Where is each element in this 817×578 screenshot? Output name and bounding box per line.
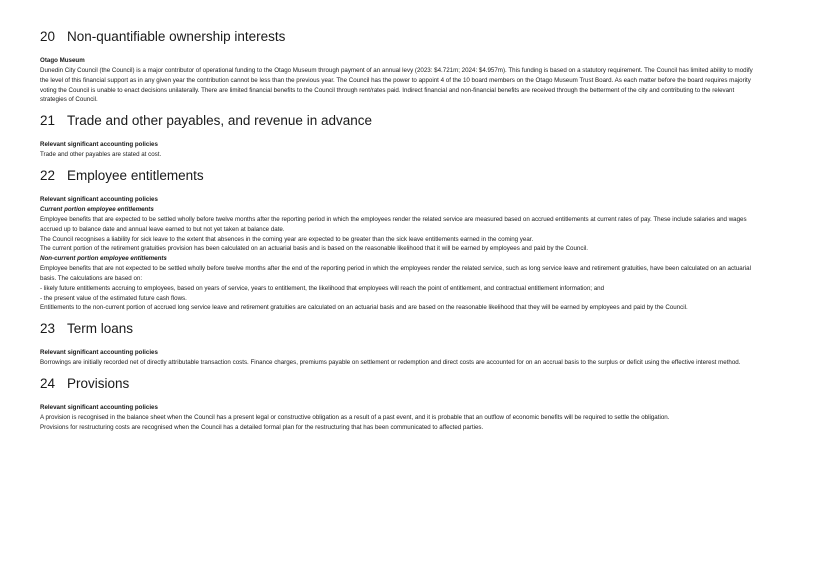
paragraph: A provision is recognised in the balance sheet when the Council has a present legal or constructive obligation as a result of a past event, and it is probable that an outflow of economic benefits will be required to settle the obligation.	[40, 413, 670, 421]
section-number: 24	[40, 375, 56, 391]
paragraph: Trade and other payables are stated at cost.	[40, 151, 162, 159]
paragraph: Entitlements to the non-current portion of accrued long service leave and retirement gratuities are calculated on an actuarial basis and are based on the reasonable likelihood that they will be earned by employees and paid by the Council.	[40, 304, 688, 312]
subheading-italic: Current portion employee entitlements	[40, 205, 154, 213]
list-item: - likely future entitlements accruing to employees, based on years of service, years to entitlement, the likelihood that employees will reach the point of entitlement, and contractual entitlement information; and	[40, 284, 605, 292]
subheading: Otago Museum	[40, 57, 85, 64]
paragraph: Dunedin City Council (the Council) is a major contributor of operational funding to the Otago Museum through payment of an annual levy (2023: $4.721m; 2024: $4.957m). This funding is based on a statutory requirement. The Council has limited ability to modify the level of this financial support as in any given year the contribution cannot be less than the previous year. The Council has the power to appoint 4 of the 10 board members on the Otago Museum Trust Board. As each matter before the board requires majority voting the Council is unable to enact decisions unilaterally. There are limited financial benefits to the Council through rent/rates paid. Indirect financial and non-financial benefits are received through the betterment of the city and contributing to the relevant strategies of Council.	[40, 67, 753, 104]
subheading: Relevant significant accounting policies	[40, 141, 158, 149]
section-23	[40, 320, 758, 368]
document-page	[40, 28, 758, 433]
paragraph: Borrowings are initially recorded net of directly attributable transaction costs. Finance charges, premiums payable on settlement or redemption and direct costs are accounted for on an accrual basis to the surplus or deficit using the effective interest method.	[40, 359, 741, 367]
section-title: Employee entitlements	[67, 167, 204, 183]
section-title: Provisions	[67, 375, 130, 391]
section-22	[40, 167, 758, 313]
paragraph: The Council recognises a liability for sick leave to the extent that absences in the coming year are expected to be greater than the sick leave entitlements earned in the coming year.	[40, 235, 534, 243]
section-heading	[40, 28, 758, 46]
subheading: Relevant significant accounting policies	[40, 403, 158, 411]
section-heading	[40, 375, 758, 393]
paragraph: Employee benefits that are not expected to be settled wholly before twelve months after the end of the reporting period in which the employees render the related service, such as long service leave and retirement gratuities, have been calculated on an actuarial basis. The calculations are based on:	[40, 265, 751, 282]
section-number: 22	[40, 167, 56, 183]
section-heading	[40, 320, 758, 338]
section-heading	[40, 112, 758, 130]
list-item: - the present value of the estimated future cash flows.	[40, 294, 187, 302]
section-title: Trade and other payables, and revenue in advance	[67, 113, 372, 129]
section-number: 23	[40, 321, 56, 337]
subheading: Relevant significant accounting policies	[40, 349, 158, 357]
section-20	[40, 28, 758, 105]
subheading-italic: Non-current portion employee entitlements	[40, 255, 167, 263]
paragraph: Employee benefits that are expected to be settled wholly before twelve months after the reporting period in which the employees render the related service are measured based on accrued entitlements at current rates of pay. These include salaries and wages accrued up to balance date and annual leave earned to but not yet taken at balance date.	[40, 215, 747, 233]
subheading: Relevant significant accounting policies	[40, 195, 158, 203]
section-21	[40, 112, 758, 160]
paragraph: The current portion of the retirement gratuities provision has been calculated on an actuarial basis and is based on the reasonable likelihood that it will be earned by employees and paid by the Council.	[40, 245, 588, 253]
section-number: 21	[40, 113, 56, 129]
section-number: 20	[40, 29, 56, 44]
paragraph: Provisions for restructuring costs are recognised when the Council has a detailed formal plan for the restructuring that has been communicated to affected parties.	[40, 423, 484, 431]
section-title: Term loans	[67, 321, 134, 337]
section-24	[40, 375, 758, 433]
section-heading	[40, 167, 758, 185]
section-title: Non-quantifiable ownership interests	[67, 29, 286, 44]
